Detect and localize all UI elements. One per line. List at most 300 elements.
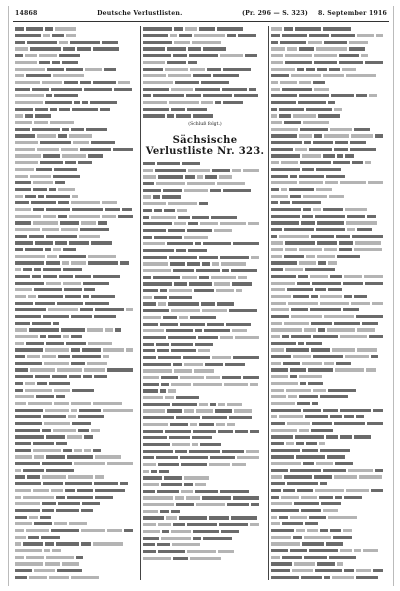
illegible-word xyxy=(310,308,341,311)
illegible-word xyxy=(304,328,316,331)
column-middle-body xyxy=(143,161,267,562)
illegible-word xyxy=(74,101,80,104)
illegible-word xyxy=(143,229,166,232)
illegible-word xyxy=(190,68,205,71)
illegible-word xyxy=(314,134,322,137)
text-line xyxy=(15,173,140,180)
illegible-word xyxy=(143,276,151,279)
illegible-word xyxy=(59,108,70,111)
text-line xyxy=(271,126,389,133)
illegible-word xyxy=(301,576,322,579)
newspaper-page xyxy=(8,6,394,586)
illegible-word xyxy=(285,54,312,57)
illegible-word xyxy=(46,342,64,345)
illegible-word xyxy=(192,216,209,219)
illegible-word xyxy=(43,315,69,318)
illegible-word xyxy=(15,228,40,231)
text-line xyxy=(271,193,389,200)
illegible-word xyxy=(65,295,81,298)
illegible-word xyxy=(15,536,26,539)
illegible-word xyxy=(143,249,174,252)
illegible-word xyxy=(311,235,334,238)
illegible-word xyxy=(220,54,243,57)
illegible-word xyxy=(231,516,257,519)
illegible-word xyxy=(174,27,183,30)
illegible-word xyxy=(118,215,133,218)
text-line xyxy=(271,220,389,227)
illegible-word xyxy=(196,269,220,272)
illegible-word xyxy=(271,27,282,30)
illegible-word xyxy=(313,208,321,211)
text-line xyxy=(15,494,140,501)
illegible-word xyxy=(307,529,318,532)
illegible-word xyxy=(49,188,56,191)
illegible-word xyxy=(143,309,169,312)
text-line xyxy=(271,233,389,240)
illegible-word xyxy=(342,68,356,71)
illegible-word xyxy=(227,34,236,37)
text-line xyxy=(271,33,389,40)
illegible-word xyxy=(312,282,341,285)
text-line xyxy=(15,568,140,575)
illegible-word xyxy=(335,496,342,499)
illegible-word xyxy=(310,275,328,278)
illegible-word xyxy=(80,308,93,311)
text-line xyxy=(143,408,267,415)
text-line xyxy=(15,461,140,468)
illegible-word xyxy=(271,128,298,131)
illegible-word xyxy=(271,282,295,285)
illegible-word xyxy=(237,456,259,459)
illegible-word xyxy=(163,189,182,192)
illegible-word xyxy=(271,556,280,559)
illegible-word xyxy=(302,168,314,171)
illegible-word xyxy=(210,456,235,459)
illegible-word xyxy=(43,34,50,37)
illegible-word xyxy=(23,496,54,499)
text-line xyxy=(271,160,389,167)
illegible-word xyxy=(232,463,246,466)
text-line xyxy=(143,73,267,80)
illegible-word xyxy=(216,423,225,426)
text-line xyxy=(143,161,267,168)
illegible-word xyxy=(224,383,248,386)
illegible-word xyxy=(107,462,133,465)
text-line xyxy=(271,347,389,354)
text-line xyxy=(271,421,389,428)
text-line xyxy=(15,454,140,461)
illegible-word xyxy=(371,489,383,492)
illegible-word xyxy=(143,383,159,386)
text-line xyxy=(143,86,267,93)
text-line xyxy=(15,327,140,334)
illegible-word xyxy=(317,562,335,565)
illegible-word xyxy=(15,422,42,425)
illegible-word xyxy=(284,475,312,478)
illegible-word xyxy=(58,355,70,358)
illegible-word xyxy=(316,188,332,191)
illegible-word xyxy=(61,328,85,331)
illegible-word xyxy=(297,282,310,285)
illegible-word xyxy=(324,248,337,251)
illegible-word xyxy=(222,269,229,272)
illegible-word xyxy=(143,557,171,560)
text-line xyxy=(143,301,267,308)
illegible-word xyxy=(46,435,65,438)
illegible-word xyxy=(271,268,283,271)
illegible-word xyxy=(93,402,122,405)
text-line xyxy=(15,233,140,240)
text-line xyxy=(271,568,389,575)
illegible-word xyxy=(34,522,52,525)
illegible-word xyxy=(32,275,41,278)
illegible-word xyxy=(158,523,171,526)
illegible-word xyxy=(49,382,70,385)
text-line xyxy=(143,448,267,455)
illegible-word xyxy=(15,161,38,164)
illegible-word xyxy=(143,369,172,372)
illegible-word xyxy=(303,409,321,412)
illegible-word xyxy=(271,41,278,44)
illegible-word xyxy=(15,569,32,572)
illegible-word xyxy=(368,181,383,184)
illegible-word xyxy=(357,228,372,231)
illegible-word xyxy=(344,275,362,278)
illegible-word xyxy=(271,455,294,458)
illegible-word xyxy=(32,322,51,325)
illegible-word xyxy=(46,282,61,285)
illegible-word xyxy=(344,496,362,499)
text-line xyxy=(143,308,267,315)
text-line xyxy=(143,53,267,60)
illegible-word xyxy=(365,61,383,64)
illegible-word xyxy=(143,550,156,553)
illegible-word xyxy=(212,356,231,359)
text-line xyxy=(143,388,267,395)
illegible-word xyxy=(166,329,193,332)
illegible-word xyxy=(312,422,332,425)
illegible-word xyxy=(164,209,175,212)
illegible-word xyxy=(103,348,124,351)
illegible-word xyxy=(229,309,257,312)
illegible-word xyxy=(168,389,176,392)
illegible-word xyxy=(222,88,247,91)
illegible-word xyxy=(169,256,197,259)
illegible-word xyxy=(85,68,102,71)
illegible-word xyxy=(143,389,158,392)
illegible-word xyxy=(205,175,217,178)
text-line xyxy=(143,46,267,53)
illegible-word xyxy=(290,549,307,552)
text-line xyxy=(15,106,140,113)
illegible-word xyxy=(88,342,112,345)
illegible-word xyxy=(318,328,325,331)
illegible-word xyxy=(47,255,57,258)
illegible-word xyxy=(271,181,297,184)
illegible-word xyxy=(311,322,332,325)
illegible-word xyxy=(15,268,21,271)
illegible-word xyxy=(160,510,169,513)
illegible-word xyxy=(143,523,156,526)
illegible-word xyxy=(71,201,100,204)
illegible-word xyxy=(183,356,210,359)
illegible-word xyxy=(143,476,162,479)
illegible-word xyxy=(318,261,326,264)
illegible-word xyxy=(271,536,291,539)
illegible-word xyxy=(143,416,174,419)
illegible-word xyxy=(196,503,225,506)
illegible-word xyxy=(26,556,44,559)
illegible-word xyxy=(299,248,322,251)
text-line xyxy=(143,341,267,348)
illegible-word xyxy=(367,215,376,218)
text-line xyxy=(15,347,140,354)
illegible-word xyxy=(175,450,187,453)
illegible-word xyxy=(71,315,92,318)
illegible-word xyxy=(314,88,329,91)
illegible-word xyxy=(161,376,178,379)
illegible-word xyxy=(271,549,288,552)
illegible-word xyxy=(68,415,76,418)
illegible-word xyxy=(171,383,191,386)
illegible-word xyxy=(54,94,78,97)
illegible-word xyxy=(143,496,173,499)
illegible-word xyxy=(56,509,79,512)
illegible-word xyxy=(326,435,338,438)
illegible-word xyxy=(70,41,100,44)
illegible-word xyxy=(154,236,182,239)
illegible-word xyxy=(143,256,167,259)
illegible-word xyxy=(190,423,197,426)
illegible-word xyxy=(59,275,73,278)
illegible-word xyxy=(193,537,201,540)
illegible-word xyxy=(335,462,353,465)
illegible-word xyxy=(53,74,84,77)
text-line xyxy=(271,354,389,361)
illegible-word xyxy=(176,416,200,419)
illegible-word xyxy=(15,201,29,204)
illegible-word xyxy=(158,175,183,178)
illegible-word xyxy=(63,335,69,338)
illegible-word xyxy=(69,134,92,137)
illegible-word xyxy=(157,543,170,546)
illegible-word xyxy=(102,201,117,204)
illegible-word xyxy=(62,261,69,264)
illegible-word xyxy=(194,369,214,372)
illegible-word xyxy=(154,209,162,212)
illegible-word xyxy=(62,562,79,565)
illegible-word xyxy=(216,289,234,292)
illegible-word xyxy=(292,569,313,572)
illegible-word xyxy=(41,536,60,539)
illegible-word xyxy=(330,529,341,532)
illegible-word xyxy=(168,336,196,339)
illegible-word xyxy=(251,503,259,506)
text-line xyxy=(271,360,389,367)
illegible-word xyxy=(271,429,297,432)
text-line xyxy=(143,254,267,261)
illegible-word xyxy=(143,169,153,172)
illegible-word xyxy=(327,455,345,458)
illegible-word xyxy=(54,402,69,405)
illegible-word xyxy=(143,269,171,272)
text-line xyxy=(15,467,140,474)
illegible-word xyxy=(271,255,282,258)
illegible-word xyxy=(15,221,31,224)
illegible-word xyxy=(181,463,207,466)
illegible-word xyxy=(15,556,24,559)
text-line xyxy=(143,335,267,342)
text-line xyxy=(271,86,389,93)
illegible-word xyxy=(284,121,301,124)
illegible-word xyxy=(271,161,279,164)
illegible-word xyxy=(65,482,92,485)
illegible-word xyxy=(339,61,363,64)
illegible-word xyxy=(156,456,178,459)
illegible-word xyxy=(232,282,252,285)
illegible-word xyxy=(68,475,93,478)
illegible-word xyxy=(15,275,30,278)
text-line xyxy=(15,100,140,107)
illegible-word xyxy=(221,530,239,533)
illegible-word xyxy=(44,422,70,425)
illegible-word xyxy=(221,262,246,265)
illegible-word xyxy=(55,181,65,184)
illegible-word xyxy=(175,496,184,499)
illegible-word xyxy=(271,168,300,171)
illegible-word xyxy=(299,261,316,264)
illegible-word xyxy=(115,328,121,331)
illegible-word xyxy=(87,362,107,365)
illegible-word xyxy=(143,436,167,439)
illegible-word xyxy=(271,475,282,478)
illegible-word xyxy=(298,342,304,345)
illegible-word xyxy=(81,542,91,545)
illegible-word xyxy=(79,409,101,412)
illegible-word xyxy=(143,376,159,379)
illegible-word xyxy=(290,368,306,371)
text-line xyxy=(271,80,389,87)
illegible-word xyxy=(271,195,288,198)
illegible-word xyxy=(271,141,302,144)
text-line xyxy=(143,174,267,181)
text-line xyxy=(143,39,267,46)
illegible-word xyxy=(271,148,293,151)
illegible-word xyxy=(82,502,100,505)
illegible-word xyxy=(94,375,107,378)
illegible-word xyxy=(271,101,296,104)
illegible-word xyxy=(15,68,45,71)
illegible-word xyxy=(238,34,256,37)
illegible-word xyxy=(143,175,156,178)
text-line xyxy=(143,442,267,449)
text-line xyxy=(15,59,140,66)
text-line xyxy=(143,468,267,475)
illegible-word xyxy=(323,74,344,77)
illegible-word xyxy=(15,101,43,104)
text-line xyxy=(143,395,267,402)
illegible-word xyxy=(53,248,61,251)
illegible-word xyxy=(165,430,191,433)
text-line xyxy=(15,367,140,374)
illegible-word xyxy=(328,288,342,291)
illegible-word xyxy=(15,47,28,50)
column-middle xyxy=(143,26,267,580)
illegible-word xyxy=(143,302,156,305)
illegible-word xyxy=(62,61,78,64)
illegible-word xyxy=(209,463,230,466)
illegible-word xyxy=(59,255,86,258)
illegible-word xyxy=(271,469,288,472)
text-line xyxy=(15,387,140,394)
illegible-word xyxy=(15,516,27,519)
illegible-word xyxy=(301,496,317,499)
illegible-word xyxy=(354,295,367,298)
illegible-word xyxy=(288,302,318,305)
text-line xyxy=(15,554,140,561)
illegible-word xyxy=(193,530,219,533)
illegible-word xyxy=(313,355,343,358)
illegible-word xyxy=(25,114,33,117)
text-line xyxy=(143,401,267,408)
illegible-word xyxy=(309,148,332,151)
illegible-word xyxy=(15,235,27,238)
illegible-word xyxy=(329,556,356,559)
illegible-word xyxy=(174,282,187,285)
illegible-word xyxy=(339,248,352,251)
illegible-word xyxy=(226,323,251,326)
text-line xyxy=(15,166,140,173)
illegible-word xyxy=(42,81,62,84)
text-line xyxy=(143,488,267,495)
text-line xyxy=(271,508,389,515)
illegible-word xyxy=(188,249,207,252)
illegible-word xyxy=(35,302,55,305)
illegible-word xyxy=(271,435,293,438)
illegible-word xyxy=(187,108,207,111)
illegible-word xyxy=(26,529,49,532)
text-line xyxy=(15,86,140,93)
illegible-word xyxy=(351,302,370,305)
text-line xyxy=(271,106,389,113)
illegible-word xyxy=(315,489,344,492)
illegible-word xyxy=(72,108,98,111)
illegible-word xyxy=(177,209,187,212)
illegible-word xyxy=(291,308,308,311)
illegible-word xyxy=(217,302,234,305)
illegible-word xyxy=(81,529,105,532)
text-line xyxy=(143,201,267,208)
illegible-word xyxy=(143,282,172,285)
illegible-word xyxy=(61,228,78,231)
illegible-word xyxy=(271,154,300,157)
illegible-word xyxy=(53,175,80,178)
illegible-word xyxy=(200,443,221,446)
illegible-word xyxy=(315,288,326,291)
illegible-word xyxy=(51,88,82,91)
illegible-word xyxy=(271,409,301,412)
illegible-word xyxy=(23,268,32,271)
illegible-word xyxy=(238,276,247,279)
illegible-word xyxy=(313,389,326,392)
text-line xyxy=(271,487,389,494)
illegible-word xyxy=(15,409,43,412)
illegible-word xyxy=(46,195,70,198)
illegible-word xyxy=(167,47,186,50)
illegible-word xyxy=(28,536,39,539)
text-line xyxy=(15,80,140,87)
illegible-word xyxy=(157,162,180,165)
